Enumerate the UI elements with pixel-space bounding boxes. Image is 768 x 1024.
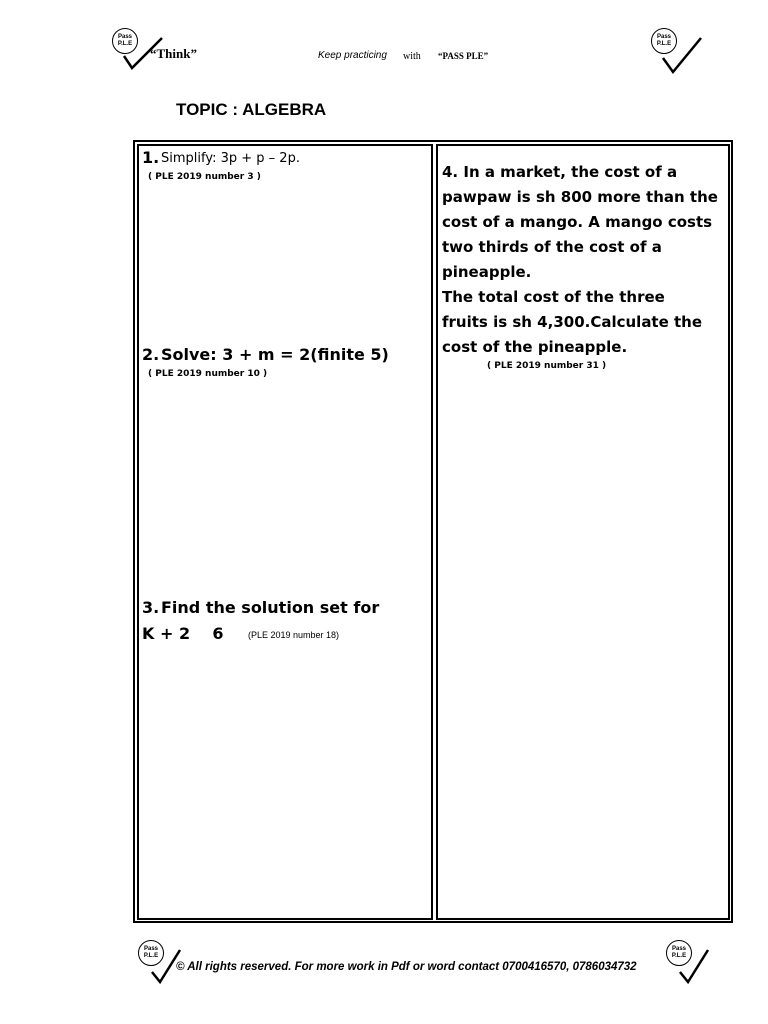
q3-number: 3.: [142, 598, 160, 617]
checkmark-icon: [676, 948, 716, 988]
topic-title: TOPIC : ALGEBRA: [176, 100, 327, 119]
q4-line: cost of the pineapple.: [442, 338, 628, 356]
checkmark-icon: [661, 36, 705, 76]
logo-circle: Pass P.L.E: [112, 28, 138, 54]
q4-line: pawpaw is sh 800 more than the: [442, 188, 718, 206]
q2-number: 2.: [142, 345, 160, 364]
left-column-cell: [137, 144, 433, 920]
q4-source: ( PLE 2019 number 31 ): [487, 361, 607, 371]
logo-circle: Pass P.L.E: [651, 28, 677, 54]
footer-copyright: © All rights reserved. For more work in Pdf or word contact 0700416570, 0786034732: [176, 961, 637, 973]
q1-number: 1.: [142, 148, 160, 167]
q4-line: The total cost of the three: [442, 288, 665, 306]
q4-line: 4. In a market, the cost of a: [442, 163, 678, 181]
pass-ple-logo-right: [651, 28, 711, 78]
pass-ple-logo-footer-right: [666, 940, 726, 990]
q3-source: (PLE 2019 number 18): [248, 630, 340, 640]
q4-text: [442, 160, 728, 360]
q4-line: cost of a mango. A mango costs: [442, 213, 713, 231]
q4-line: pineapple.: [442, 263, 532, 281]
logo-circle: Pass P.L.E: [666, 940, 692, 966]
q1-source: ( PLE 2019 number 3 ): [148, 172, 261, 182]
logo-circle: Pass P.L.E: [138, 940, 164, 966]
q3-line1: Find the solution set for: [161, 598, 380, 617]
header-keep-practicing: Keep practicing: [318, 50, 387, 61]
q4-line: two thirds of the cost of a: [442, 238, 662, 256]
header-think: “Think”: [150, 46, 197, 61]
q4-line: fruits is sh 4,300.Calculate the: [442, 313, 703, 331]
header-with: with: [403, 51, 421, 62]
q3-line2: K + 2 6: [142, 624, 224, 643]
q2-text: Solve: 3 + m = 2(finite 5): [161, 345, 389, 364]
q2-source: ( PLE 2019 number 10 ): [148, 369, 268, 379]
header-pass-ple: “PASS PLE”: [438, 51, 489, 61]
q1-text: Simplify: 3p + p – 2p.: [161, 151, 300, 166]
